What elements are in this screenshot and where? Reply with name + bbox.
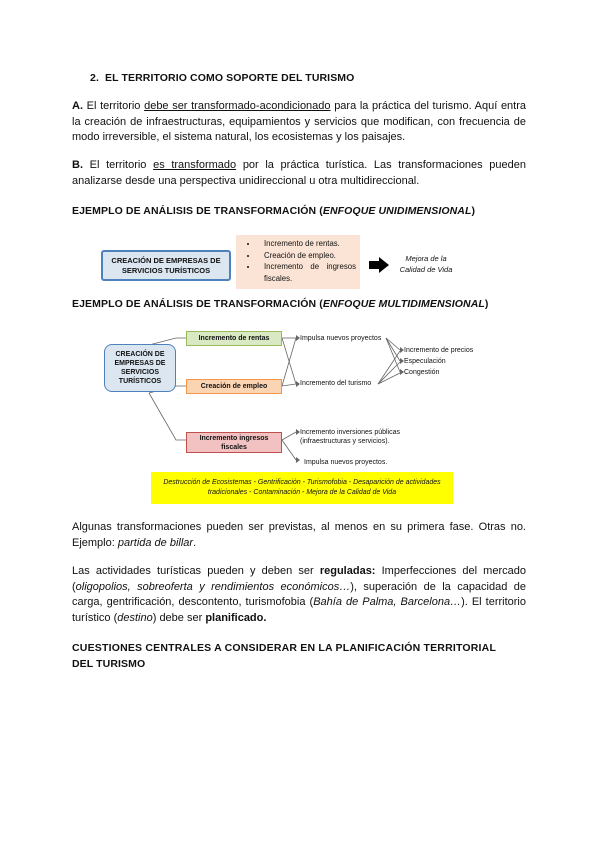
label-inversiones: Incremento inversiones públicas (infraestructuras y servicios). xyxy=(300,429,400,445)
consequences-box: Destrucción de Ecosistemas - Gentrificación - Turismofobia - Desaparición de actividades tradicionales - Contaminación - Mejora de la Calidad de Vida xyxy=(151,472,453,504)
label-impulsa-1: Impulsa nuevos proyectos xyxy=(300,335,382,342)
example-2-heading: EJEMPLO DE ANÁLISIS DE TRANSFORMACIÓN (ENFOQUE MULTIDIMENSIONAL) xyxy=(72,298,489,310)
section-title-text: EL TERRITORIO COMO SOPORTE DEL TURISMO xyxy=(105,72,355,84)
section-number: 2. xyxy=(90,72,99,84)
paragraph-a-letter: A. xyxy=(72,100,83,112)
example-1-heading: EJEMPLO DE ANÁLISIS DE TRANSFORMACIÓN (ENFOQUE UNIDIMENSIONAL) xyxy=(72,205,476,217)
underlined-phrase: es transformado xyxy=(153,159,237,171)
label-congestion: Congestión xyxy=(404,369,440,376)
diagram1-result: Mejora de la Calidad de Vida xyxy=(399,254,453,274)
label-incremento-turismo: Incremento del turismo xyxy=(300,380,372,387)
diagram2-center-box: CREACIÓN DE EMPRESAS DE SERVICIOS TURÍSTICOS xyxy=(104,344,176,392)
diagram1-left-box: CREACIÓN DE EMPRESAS DE SERVICIOS TURÍSTICOS xyxy=(101,250,231,281)
impact-item: • Incremento de ingresos fiscales. xyxy=(258,261,360,284)
box-fiscales: Incremento ingresos fiscales xyxy=(186,432,282,453)
label-incremento-precios: Incremento de precios xyxy=(404,347,474,354)
impact-item: • Incremento de rentas. xyxy=(258,238,360,250)
cuestiones-heading: CUESTIONES CENTRALES A CONSIDERAR EN LA PLANIFICACIÓN TERRITORIAL DEL TURISMO xyxy=(72,642,497,670)
paragraph-b-letter: B. xyxy=(72,159,83,171)
label-especulacion: Especulación xyxy=(404,358,446,365)
impact-item: • Creación de empleo. xyxy=(258,250,360,262)
label-impulsa-2: Impulsa nuevos proyectos. xyxy=(304,459,388,466)
paragraph-3: Algunas transformaciones pueden ser previstas, al menos en su primera fase. Otras no. Ejemplo: partida de billar. xyxy=(72,521,526,549)
paragraph-b: B. El territorio es transformado por la práctica turística. Las transformaciones pueden analizarse desde una perspectiva unidireccional u otra multidireccional. xyxy=(72,159,527,187)
paragraph-4: Las actividades turísticas pueden y deben ser reguladas: Imperfecciones del mercado (oligopolios, sobreoferta y rendimientos económicos…), superación de la capacidad de carga, gentrificación, descontento, turismofobia (Bahía de Palma, Barcelona…). El territorio turístico (destino) debe ser planificado. xyxy=(72,565,527,624)
box-empleo: Creación de empleo xyxy=(186,379,282,394)
box-rentas: Incremento de rentas xyxy=(186,331,282,346)
underlined-phrase: debe ser transformado-acondicionado xyxy=(144,100,331,112)
paragraph-a: A. El territorio debe ser transformado-acondicionado para la práctica del turismo. Aquí entra la creación de infraestructuras, equipamientos y servicios que modifican, con frecuencia de modo irreversible, el sistema natural, los ecosistemas y los paisajes. xyxy=(72,100,527,143)
